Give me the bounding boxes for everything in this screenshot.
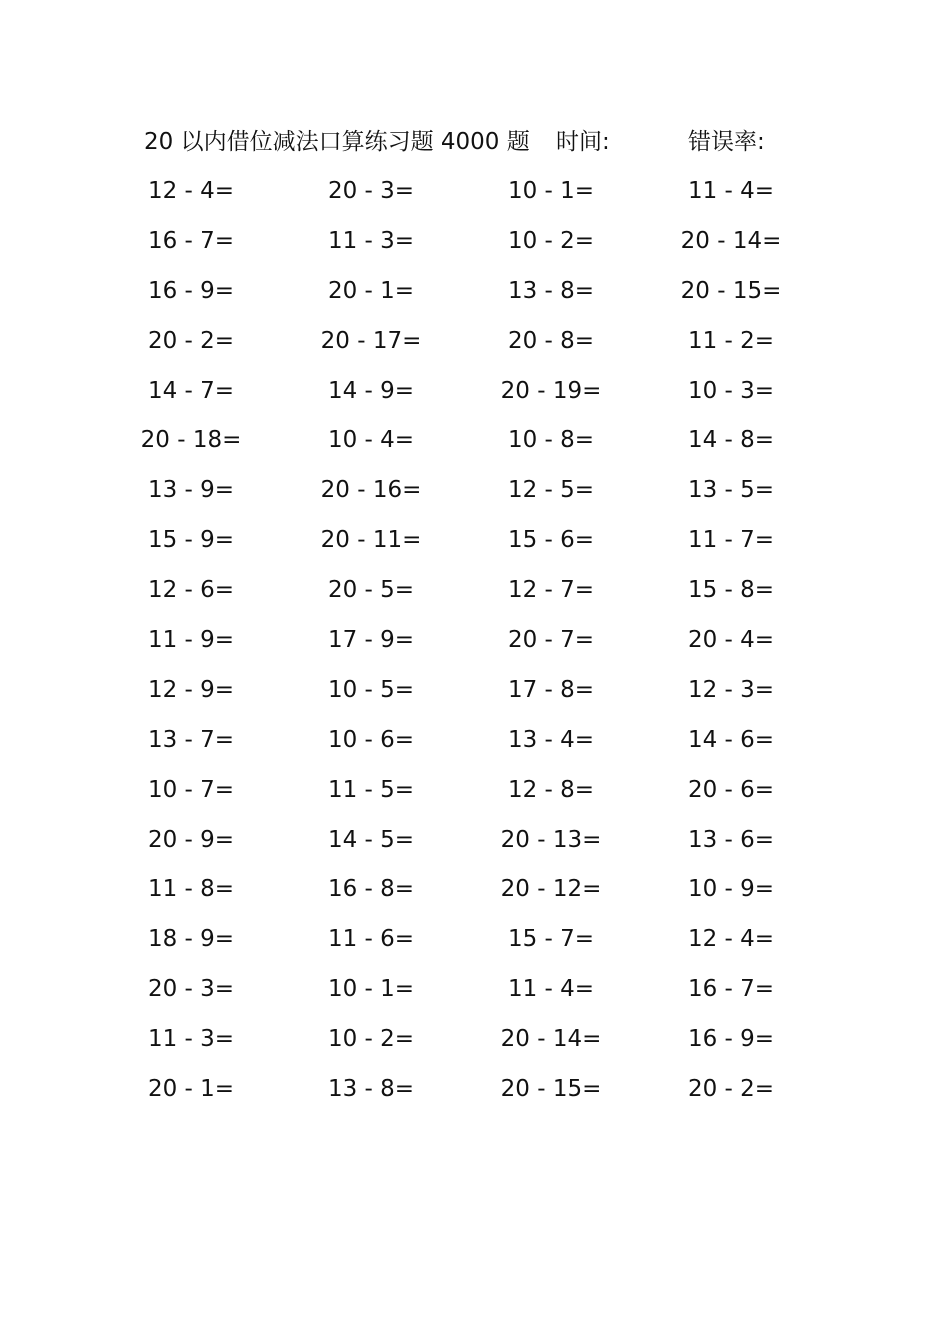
problem-text: 10 - 6= bbox=[327, 726, 415, 753]
problem-text: 20 - 15= bbox=[500, 1076, 602, 1103]
problem-text: 20 - 15= bbox=[680, 277, 782, 304]
problem-item bbox=[675, 172, 950, 222]
problem-item bbox=[495, 421, 675, 471]
problem-item bbox=[135, 272, 315, 322]
worksheet-header bbox=[0, 124, 950, 160]
problem-text: 20 - 19= bbox=[500, 377, 602, 404]
problem-text: 11 - 9= bbox=[147, 627, 235, 654]
row-margin bbox=[0, 372, 135, 422]
problem-text: 13 - 9= bbox=[147, 477, 235, 504]
problem-item bbox=[135, 322, 315, 372]
problem-text: 10 - 8= bbox=[507, 427, 595, 454]
problem-text: 20 - 18= bbox=[140, 427, 242, 454]
problem-text: 16 - 7= bbox=[687, 976, 775, 1003]
problem-text: 10 - 3= bbox=[687, 377, 775, 404]
problem-text: 20 - 1= bbox=[147, 1076, 235, 1103]
problem-text: 12 - 8= bbox=[507, 776, 595, 803]
problem-text: 14 - 9= bbox=[327, 377, 415, 404]
row-margin bbox=[0, 222, 135, 272]
error-rate-label: 错误率: bbox=[688, 129, 765, 155]
problem-text: 20 - 11= bbox=[320, 527, 422, 554]
problem-text: 20 - 5= bbox=[327, 577, 415, 604]
problem-item bbox=[135, 771, 315, 821]
problem-text: 20 - 14= bbox=[500, 1026, 602, 1053]
problem-text: 10 - 5= bbox=[327, 676, 415, 703]
problem-item bbox=[495, 821, 675, 871]
problem-text: 20 - 2= bbox=[687, 1076, 775, 1103]
problem-item bbox=[135, 721, 315, 771]
problem-text: 20 - 12= bbox=[500, 876, 602, 903]
row-margin bbox=[0, 571, 135, 621]
row-margin bbox=[0, 771, 135, 821]
row-margin bbox=[0, 970, 135, 1020]
problem-text: 11 - 5= bbox=[327, 776, 415, 803]
problem-item bbox=[495, 571, 675, 621]
problem-item bbox=[315, 471, 495, 521]
problem-text: 12 - 6= bbox=[147, 577, 235, 604]
problem-text: 20 - 14= bbox=[680, 227, 782, 254]
problem-item bbox=[495, 771, 675, 821]
problem-item bbox=[495, 671, 675, 721]
problem-text: 13 - 4= bbox=[507, 726, 595, 753]
problem-text: 15 - 8= bbox=[687, 577, 775, 604]
problem-text: 12 - 4= bbox=[147, 178, 235, 204]
problem-text: 12 - 3= bbox=[687, 676, 775, 703]
problem-item bbox=[135, 1020, 315, 1070]
problem-text: 13 - 8= bbox=[507, 277, 595, 304]
problem-item bbox=[495, 970, 675, 1020]
row-margin bbox=[0, 621, 135, 671]
problem-item bbox=[675, 372, 950, 422]
problem-item bbox=[135, 521, 315, 571]
problem-text: 10 - 7= bbox=[147, 776, 235, 803]
problem-item bbox=[315, 272, 495, 322]
problem-text: 14 - 7= bbox=[147, 377, 235, 404]
problem-text: 11 - 2= bbox=[687, 327, 775, 354]
problem-text: 20 - 1= bbox=[327, 277, 415, 304]
problem-text: 16 - 8= bbox=[327, 876, 415, 903]
problem-text: 10 - 1= bbox=[507, 178, 595, 204]
problem-text: 20 - 7= bbox=[507, 627, 595, 654]
problem-text: 15 - 6= bbox=[507, 527, 595, 554]
row-margin bbox=[0, 671, 135, 721]
problem-text: 16 - 9= bbox=[687, 1026, 775, 1053]
problem-item bbox=[675, 621, 950, 671]
row-margin bbox=[0, 272, 135, 322]
problem-text: 20 - 4= bbox=[687, 627, 775, 654]
problem-item bbox=[315, 521, 495, 571]
row-margin bbox=[0, 471, 135, 521]
problem-item bbox=[495, 322, 675, 372]
problem-text: 10 - 4= bbox=[327, 427, 415, 454]
problem-text: 14 - 8= bbox=[687, 427, 775, 454]
time-label: 时间: bbox=[556, 129, 610, 155]
problem-item bbox=[135, 571, 315, 621]
problem-item bbox=[675, 671, 950, 721]
problem-item bbox=[495, 1070, 675, 1120]
problem-item bbox=[315, 970, 495, 1020]
problem-item bbox=[675, 970, 950, 1020]
problem-text: 12 - 9= bbox=[147, 676, 235, 703]
problem-item bbox=[675, 272, 950, 322]
problem-item bbox=[315, 721, 495, 771]
problem-text: 11 - 4= bbox=[507, 976, 595, 1003]
problem-item bbox=[135, 920, 315, 970]
problem-text: 10 - 2= bbox=[507, 227, 595, 254]
problem-item bbox=[495, 721, 675, 771]
problem-item bbox=[495, 870, 675, 920]
problem-text: 13 - 6= bbox=[687, 826, 775, 853]
problem-item bbox=[135, 421, 315, 471]
problem-text: 13 - 5= bbox=[687, 477, 775, 504]
worksheet-title: 20 以内借位减法口算练习题 4000 题 bbox=[144, 129, 530, 155]
problem-text: 10 - 1= bbox=[327, 976, 415, 1003]
problem-text: 16 - 7= bbox=[147, 227, 235, 254]
problem-text: 16 - 9= bbox=[147, 277, 235, 304]
problem-text: 20 - 6= bbox=[687, 776, 775, 803]
problem-text: 14 - 5= bbox=[327, 826, 415, 853]
problem-item bbox=[495, 222, 675, 272]
problem-item bbox=[675, 821, 950, 871]
problem-text: 12 - 7= bbox=[507, 577, 595, 604]
problem-item bbox=[675, 471, 950, 521]
problem-item bbox=[675, 421, 950, 471]
problem-text: 12 - 5= bbox=[507, 477, 595, 504]
row-margin bbox=[0, 870, 135, 920]
problem-item bbox=[495, 521, 675, 571]
problem-item bbox=[495, 621, 675, 671]
problem-item bbox=[675, 222, 950, 272]
row-margin bbox=[0, 322, 135, 372]
row-margin bbox=[0, 421, 135, 471]
problem-text: 20 - 2= bbox=[147, 327, 235, 354]
problem-text: 14 - 6= bbox=[687, 726, 775, 753]
problem-item bbox=[675, 721, 950, 771]
problem-item bbox=[675, 771, 950, 821]
problem-item bbox=[315, 621, 495, 671]
row-margin bbox=[0, 1020, 135, 1070]
problem-text: 15 - 9= bbox=[147, 527, 235, 554]
problem-text: 11 - 3= bbox=[147, 1026, 235, 1053]
problem-item bbox=[135, 671, 315, 721]
problem-text: 13 - 8= bbox=[327, 1076, 415, 1103]
problem-item bbox=[135, 970, 315, 1020]
problem-text: 11 - 6= bbox=[327, 926, 415, 953]
problem-item bbox=[135, 372, 315, 422]
problem-text: 20 - 3= bbox=[147, 976, 235, 1003]
problem-item bbox=[315, 372, 495, 422]
problem-item bbox=[315, 322, 495, 372]
row-margin bbox=[0, 521, 135, 571]
problem-text: 17 - 9= bbox=[327, 627, 415, 654]
problem-text: 11 - 8= bbox=[147, 876, 235, 903]
problem-item bbox=[135, 870, 315, 920]
problem-text: 10 - 2= bbox=[327, 1026, 415, 1053]
problem-item bbox=[315, 920, 495, 970]
problem-text: 11 - 3= bbox=[327, 227, 415, 254]
problem-item bbox=[315, 571, 495, 621]
problem-text: 18 - 9= bbox=[147, 926, 235, 953]
problem-text: 11 - 4= bbox=[687, 178, 775, 204]
problem-item bbox=[135, 471, 315, 521]
problem-item bbox=[135, 621, 315, 671]
problem-item bbox=[495, 372, 675, 422]
problem-item bbox=[495, 471, 675, 521]
problem-text: 20 - 9= bbox=[147, 826, 235, 853]
problem-text: 10 - 9= bbox=[687, 876, 775, 903]
problem-item bbox=[315, 671, 495, 721]
problem-text: 20 - 13= bbox=[500, 826, 602, 853]
problem-text: 17 - 8= bbox=[507, 676, 595, 703]
problem-item bbox=[315, 1020, 495, 1070]
problem-item bbox=[675, 1070, 950, 1120]
problem-item bbox=[675, 870, 950, 920]
problem-item bbox=[135, 1070, 315, 1120]
problem-text: 20 - 16= bbox=[320, 477, 422, 504]
problem-item bbox=[675, 1020, 950, 1070]
problem-text: 15 - 7= bbox=[507, 926, 595, 953]
problem-item bbox=[315, 821, 495, 871]
problem-item bbox=[675, 571, 950, 621]
row-margin bbox=[0, 821, 135, 871]
problem-item bbox=[495, 172, 675, 222]
problem-text: 20 - 3= bbox=[327, 178, 415, 204]
row-margin bbox=[0, 1070, 135, 1120]
problem-item bbox=[675, 322, 950, 372]
problem-item bbox=[495, 272, 675, 322]
problem-text: 20 - 17= bbox=[320, 327, 422, 354]
row-margin bbox=[0, 172, 135, 222]
problem-item bbox=[495, 1020, 675, 1070]
row-margin bbox=[0, 721, 135, 771]
problem-item bbox=[135, 222, 315, 272]
problem-item bbox=[135, 172, 315, 222]
problem-grid bbox=[0, 172, 950, 1120]
problem-item bbox=[315, 172, 495, 222]
problem-item bbox=[675, 920, 950, 970]
problem-item bbox=[315, 222, 495, 272]
problem-text: 13 - 7= bbox=[147, 726, 235, 753]
problem-text: 20 - 8= bbox=[507, 327, 595, 354]
problem-item bbox=[495, 920, 675, 970]
problem-item bbox=[315, 1070, 495, 1120]
problem-item bbox=[315, 421, 495, 471]
problem-item bbox=[315, 771, 495, 821]
problem-item bbox=[135, 821, 315, 871]
row-margin bbox=[0, 920, 135, 970]
problem-text: 11 - 7= bbox=[687, 527, 775, 554]
problem-item bbox=[315, 870, 495, 920]
problem-item bbox=[675, 521, 950, 571]
problem-text: 12 - 4= bbox=[687, 926, 775, 953]
